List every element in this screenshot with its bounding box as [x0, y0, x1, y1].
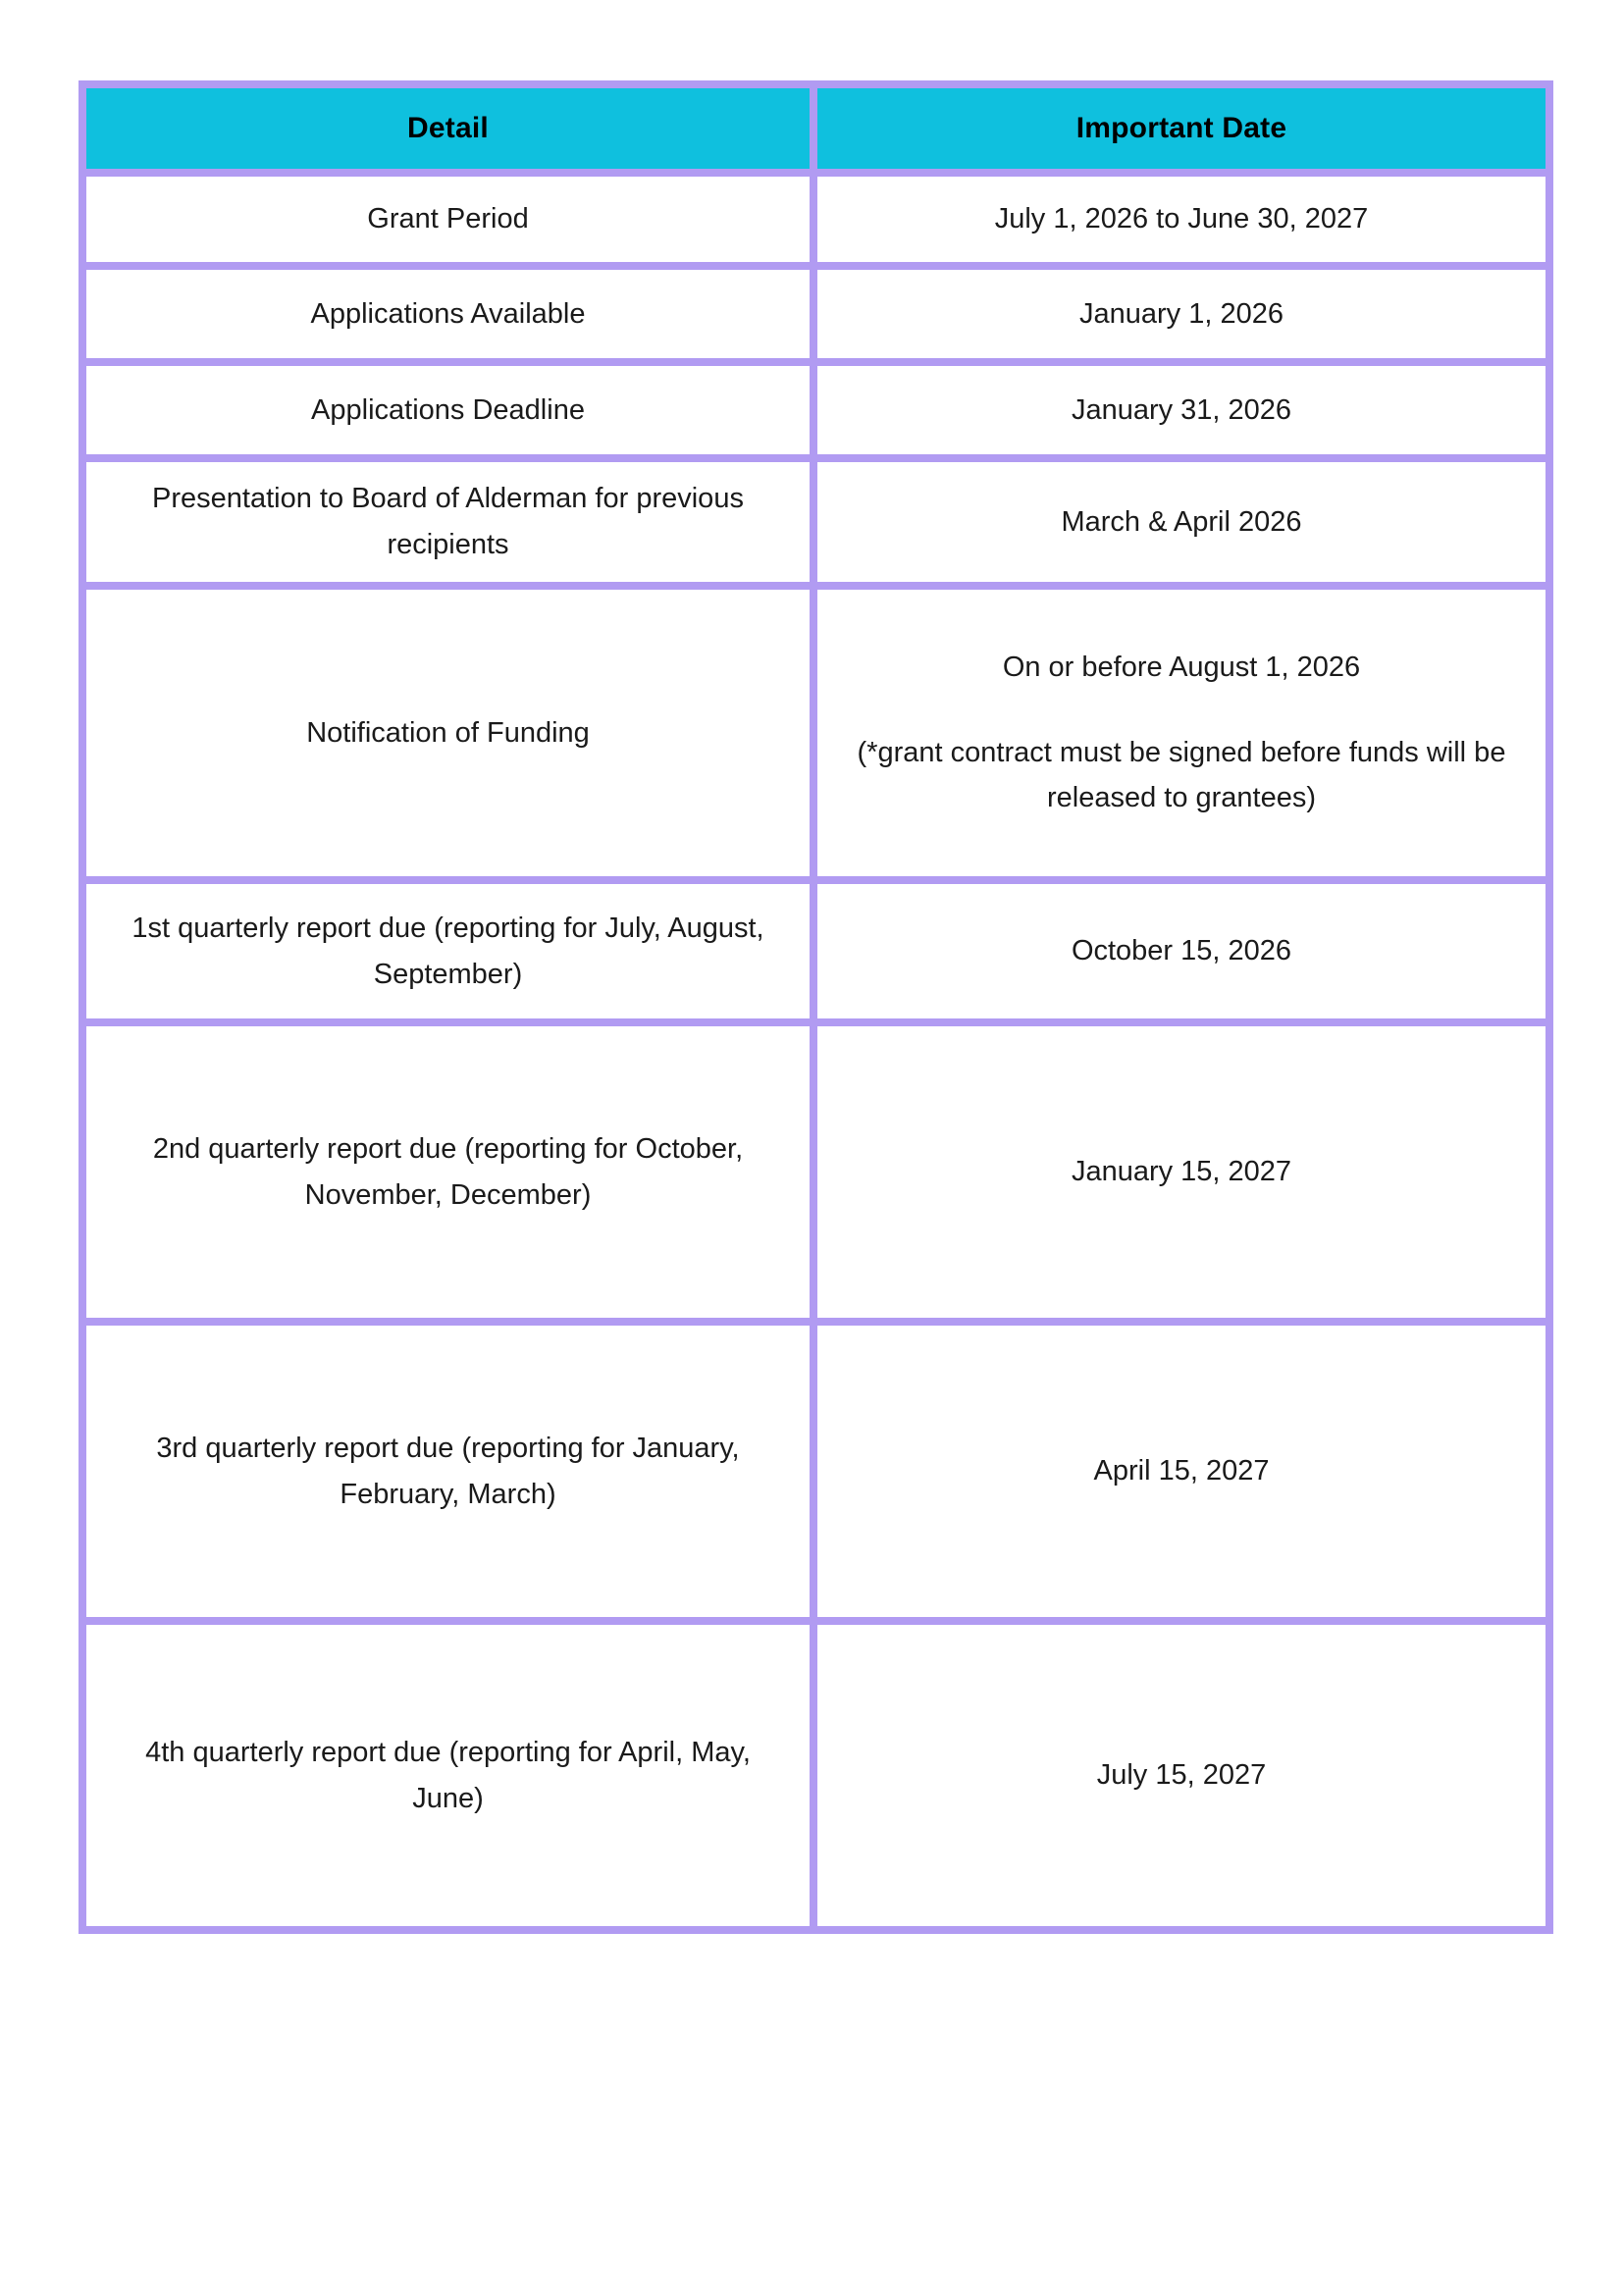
- cell-detail: [82, 1022, 813, 1322]
- grant-timeline-table-container: [79, 80, 1545, 1934]
- detail-text: 3rd quarterly report due (reporting for January, February, March): [156, 1432, 740, 1510]
- table-row: [82, 458, 1549, 586]
- important-date-text: April 15, 2027: [1093, 1455, 1270, 1487]
- table-row: [82, 1322, 1549, 1621]
- cell-detail: [82, 173, 813, 266]
- important-date-text: On or before August 1, 2026: [1002, 651, 1361, 683]
- table-row: [82, 880, 1549, 1022]
- important-date-text: October 15, 2026: [1071, 935, 1292, 967]
- detail-text: 2nd quarterly report due (reporting for October, November, December): [152, 1132, 744, 1211]
- table-row: [82, 1621, 1549, 1930]
- cell-detail: [82, 1322, 813, 1621]
- table-body: [82, 173, 1549, 1930]
- important-date-note: (*grant contract must be signed before funds will be released to grantees): [857, 736, 1506, 814]
- detail-text: Notification of Funding: [306, 716, 590, 749]
- cell-detail: [82, 880, 813, 1022]
- column-header-important-date: Important Date: [813, 84, 1549, 173]
- cell-detail: [82, 362, 813, 458]
- cell-detail: [82, 458, 813, 586]
- cell-important-date: [813, 458, 1549, 586]
- cell-important-date: [813, 266, 1549, 362]
- important-date-text: July 1, 2026 to June 30, 2027: [994, 203, 1369, 235]
- cell-detail: [82, 266, 813, 362]
- detail-text: Grant Period: [367, 203, 529, 235]
- detail-text: Applications Deadline: [311, 393, 585, 426]
- cell-important-date: [813, 1022, 1549, 1322]
- table-header-row: [82, 84, 1549, 173]
- cell-detail: [82, 586, 813, 880]
- table-row: [82, 586, 1549, 880]
- cell-important-date: [813, 586, 1549, 880]
- column-header-detail: Detail: [82, 84, 813, 173]
- important-date-text: July 15, 2027: [1096, 1759, 1267, 1792]
- important-date-text: March & April 2026: [1061, 505, 1302, 538]
- table-header: [82, 84, 1549, 173]
- cell-important-date: [813, 1322, 1549, 1621]
- detail-text: Applications Available: [310, 297, 586, 330]
- table-row: [82, 362, 1549, 458]
- grant-timeline-table: [79, 80, 1553, 1934]
- detail-text: 4th quarterly report due (reporting for April, May, June): [145, 1736, 751, 1814]
- important-date-text: January 31, 2026: [1071, 393, 1292, 426]
- table-row: [82, 266, 1549, 362]
- important-date-text: January 15, 2027: [1071, 1156, 1292, 1188]
- important-date-text: January 1, 2026: [1079, 297, 1283, 330]
- detail-text: 1st quarterly report due (reporting for July, August, September): [131, 912, 764, 990]
- cell-important-date: [813, 173, 1549, 266]
- cell-important-date: [813, 880, 1549, 1022]
- table-row: [82, 173, 1549, 266]
- cell-important-date: [813, 1621, 1549, 1930]
- table-row: [82, 1022, 1549, 1322]
- cell-important-date: [813, 362, 1549, 458]
- detail-text: Presentation to Board of Alderman for previous recipients: [152, 483, 744, 560]
- cell-detail: [82, 1621, 813, 1930]
